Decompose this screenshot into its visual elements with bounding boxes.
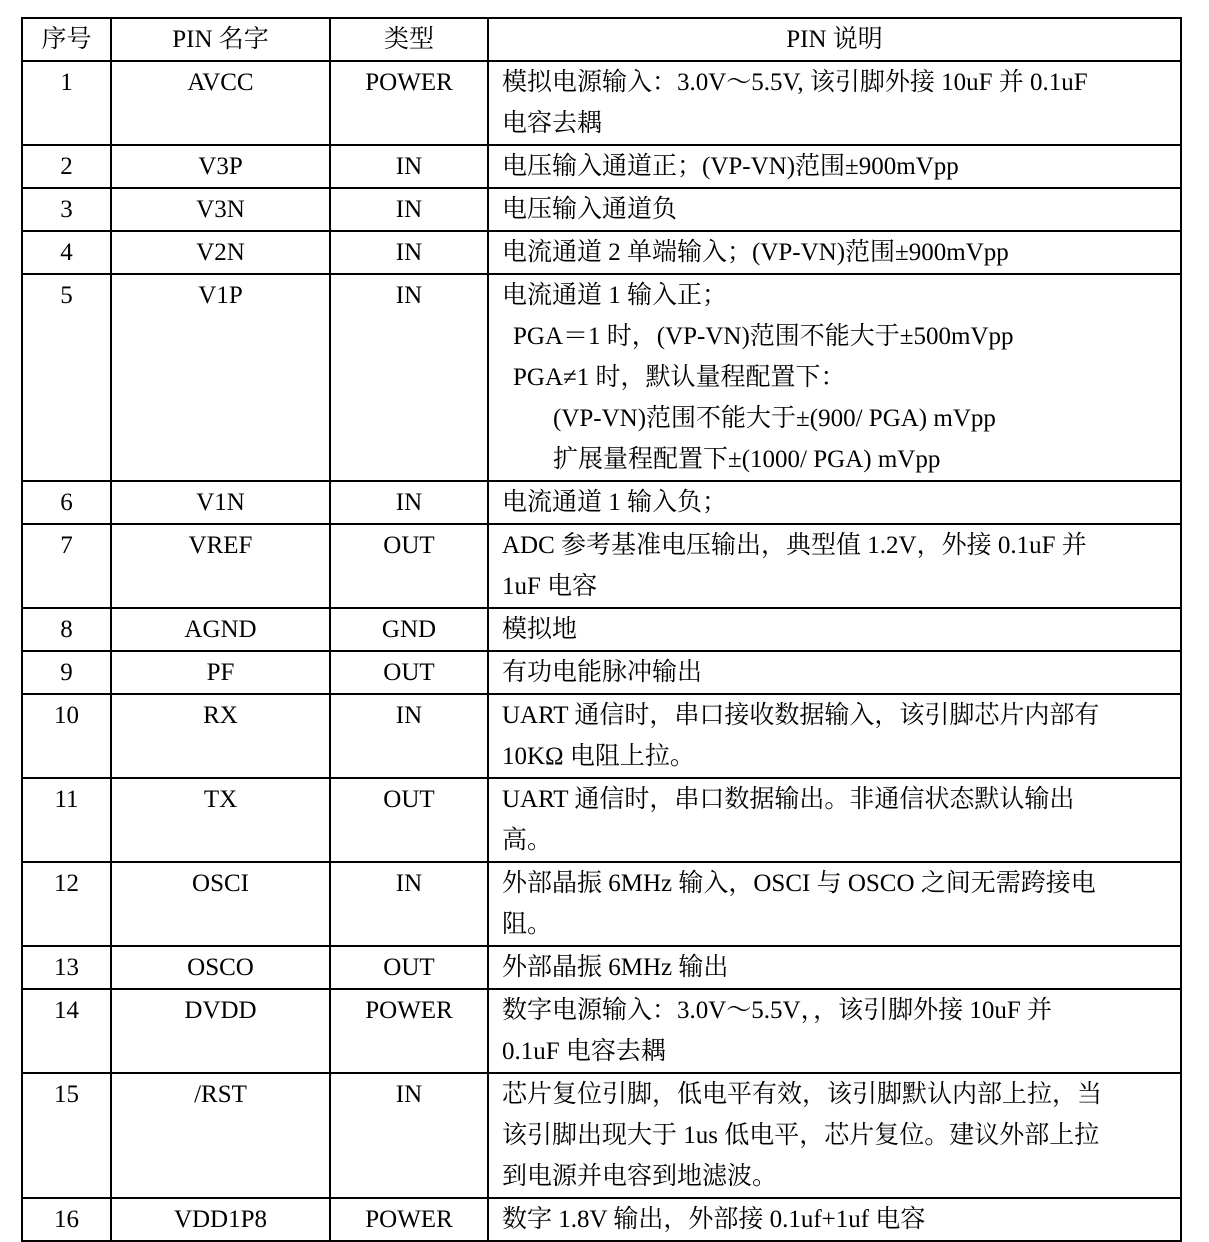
pin-number-cell: 2: [22, 145, 111, 188]
pin-number-cell: 5: [22, 274, 111, 481]
pin-name-cell: VDD1P8: [111, 1198, 330, 1241]
pin-description-cell: [488, 145, 1181, 188]
pin-number-cell: 9: [22, 651, 111, 694]
header-pin-description: PIN 说明: [488, 18, 1181, 61]
description-line: 高。: [502, 827, 553, 854]
description-line: PGA≠1 时，默认量程配置下：: [513, 364, 846, 391]
table-row: [22, 608, 1181, 651]
table-row: [22, 694, 1181, 778]
description-line: 模拟地: [502, 616, 578, 643]
pin-name-cell: VREF: [111, 524, 330, 608]
description-line: PGA＝1 时，(VP-VN)范围不能大于±500mVpp: [513, 323, 1014, 350]
pin-description-cell: [488, 1073, 1181, 1198]
description-line: 外部晶振 6MHz 输入，OSCI 与 OSCO 之间无需跨接电: [502, 870, 1096, 897]
pin-table-body: [22, 61, 1181, 1241]
description-line: 芯片复位引脚，低电平有效，该引脚默认内部上拉，当: [502, 1081, 1103, 1108]
table-row: [22, 1073, 1181, 1198]
table-row: [22, 274, 1181, 481]
pin-name-cell: RX: [111, 694, 330, 778]
pin-number-cell: 15: [22, 1073, 111, 1198]
pin-name-cell: OSCI: [111, 862, 330, 946]
pin-name-cell: OSCO: [111, 946, 330, 989]
pin-description-cell: [488, 989, 1181, 1073]
pin-name-cell: V3N: [111, 188, 330, 231]
table-row: [22, 524, 1181, 608]
pin-number-cell: 13: [22, 946, 111, 989]
pin-type-cell: IN: [330, 231, 488, 274]
pin-description-cell: [488, 651, 1181, 694]
description-line: UART 通信时，串口接收数据输入，该引脚芯片内部有: [502, 702, 1100, 729]
description-line: 电流通道 2 单端输入；(VP-VN)范围±900mVpp: [502, 239, 1009, 266]
header-row: [22, 18, 1181, 61]
pin-name-cell: AGND: [111, 608, 330, 651]
header-index: 序号: [22, 18, 111, 61]
description-line: 电容去耦: [502, 110, 603, 137]
pin-description-cell: [488, 274, 1181, 481]
pin-description-cell: [488, 61, 1181, 145]
description-line: 模拟电源输入：3.0V～5.5V, 该引脚外接 10uF 并 0.1uF: [502, 69, 1088, 96]
pin-name-cell: PF: [111, 651, 330, 694]
description-line: (VP-VN)范围不能大于±(900/ PGA) mVpp: [553, 405, 996, 432]
pin-type-cell: IN: [330, 481, 488, 524]
pin-description-cell: [488, 608, 1181, 651]
pin-type-cell: OUT: [330, 524, 488, 608]
table-row: [22, 481, 1181, 524]
pin-number-cell: 16: [22, 1198, 111, 1241]
pin-description-cell: [488, 778, 1181, 862]
description-line: 数字 1.8V 输出，外部接 0.1uf+1uf 电容: [502, 1206, 926, 1233]
description-line: 1uF 电容: [502, 573, 598, 600]
pin-number-cell: 10: [22, 694, 111, 778]
table-row: [22, 231, 1181, 274]
description-line: 扩展量程配置下±(1000/ PGA) mVpp: [553, 446, 941, 473]
pin-description-cell: [488, 231, 1181, 274]
pin-number-cell: 12: [22, 862, 111, 946]
description-line: ADC 参考基准电压输出，典型值 1.2V，外接 0.1uF 并: [502, 532, 1087, 559]
table-row: [22, 778, 1181, 862]
pin-description-cell: [488, 481, 1181, 524]
pin-table: [21, 17, 1182, 1242]
table-row: [22, 1198, 1181, 1241]
pin-description-cell: [488, 694, 1181, 778]
table-row: [22, 651, 1181, 694]
pin-description-cell: [488, 1198, 1181, 1241]
table-row: [22, 61, 1181, 145]
pin-number-cell: 7: [22, 524, 111, 608]
pin-type-cell: OUT: [330, 651, 488, 694]
header-pin-name: PIN 名字: [111, 18, 330, 61]
description-line: 10KΩ 电阻上拉。: [502, 743, 695, 770]
pin-number-cell: 8: [22, 608, 111, 651]
pin-type-cell: IN: [330, 862, 488, 946]
pin-type-cell: IN: [330, 188, 488, 231]
pin-name-cell: V2N: [111, 231, 330, 274]
pin-name-cell: V1N: [111, 481, 330, 524]
pin-description-cell: [488, 188, 1181, 231]
description-line: 电流通道 1 输入负；: [502, 489, 728, 516]
description-line: 到电源并电容到地滤波。: [502, 1163, 778, 1190]
description-line: UART 通信时，串口数据输出。非通信状态默认输出: [502, 786, 1075, 813]
table-row: [22, 188, 1181, 231]
pin-type-cell: IN: [330, 1073, 488, 1198]
pin-description-cell: [488, 862, 1181, 946]
pin-name-cell: V3P: [111, 145, 330, 188]
pin-type-cell: OUT: [330, 778, 488, 862]
pin-number-cell: 4: [22, 231, 111, 274]
pin-number-cell: 11: [22, 778, 111, 862]
description-line: 电压输入通道负: [502, 196, 678, 223]
pin-description-cell: [488, 946, 1181, 989]
pin-name-cell: DVDD: [111, 989, 330, 1073]
pin-type-cell: IN: [330, 274, 488, 481]
pin-number-cell: 3: [22, 188, 111, 231]
table-row: [22, 145, 1181, 188]
pin-name-cell: TX: [111, 778, 330, 862]
pin-description-cell: [488, 524, 1181, 608]
pin-name-cell: AVCC: [111, 61, 330, 145]
header-type: 类型: [330, 18, 488, 61]
description-line: 0.1uF 电容去耦: [502, 1038, 666, 1065]
description-line: 电压输入通道正；(VP-VN)范围±900mVpp: [502, 153, 959, 180]
table-row: [22, 862, 1181, 946]
description-line: 数字电源输入：3.0V～5.5V，，该引脚外接 10uF 并: [502, 997, 1053, 1024]
pin-type-cell: POWER: [330, 989, 488, 1073]
pin-name-cell: /RST: [111, 1073, 330, 1198]
pin-type-cell: POWER: [330, 1198, 488, 1241]
description-line: 有功电能脉冲输出: [502, 659, 703, 686]
description-line: 外部晶振 6MHz 输出: [502, 954, 729, 981]
pin-number-cell: 14: [22, 989, 111, 1073]
description-line: 阻。: [502, 911, 553, 938]
pin-type-cell: IN: [330, 694, 488, 778]
table-row: [22, 946, 1181, 989]
pin-type-cell: GND: [330, 608, 488, 651]
table-row: [22, 989, 1181, 1073]
pin-number-cell: 1: [22, 61, 111, 145]
pin-number-cell: 6: [22, 481, 111, 524]
pin-name-cell: V1P: [111, 274, 330, 481]
description-line: 电流通道 1 输入正；: [502, 282, 728, 309]
pin-type-cell: IN: [330, 145, 488, 188]
pin-type-cell: POWER: [330, 61, 488, 145]
description-line: 该引脚出现大于 1us 低电平，芯片复位。建议外部上拉: [502, 1122, 1100, 1149]
pin-type-cell: OUT: [330, 946, 488, 989]
